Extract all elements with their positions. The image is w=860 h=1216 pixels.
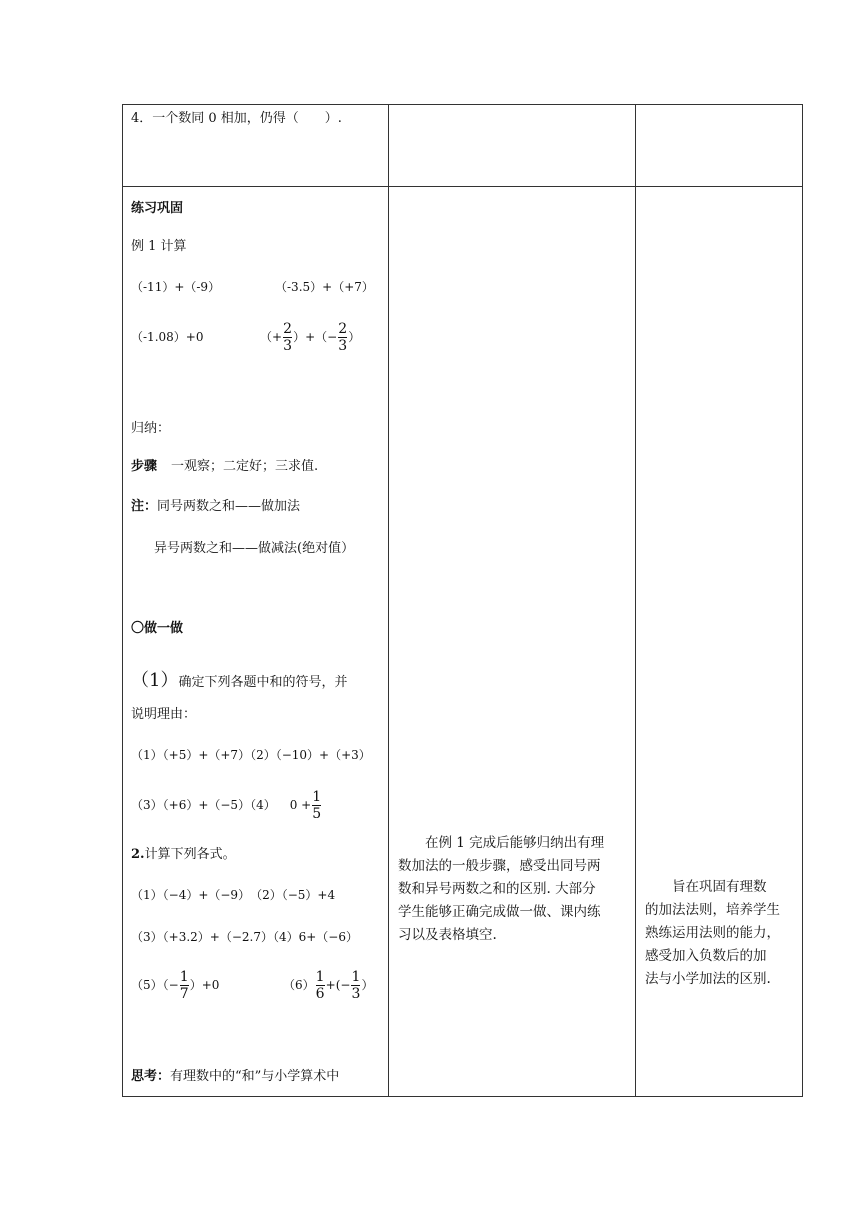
q1-line-2: 说明理由：	[131, 707, 197, 722]
example-d-close: ）	[348, 330, 361, 344]
q1-line-1: （1）确定下列各题中和的符号，并	[131, 670, 348, 691]
teacher-note	[398, 832, 604, 947]
section-title: 练习巩固	[131, 201, 184, 216]
column-divider	[635, 105, 636, 1096]
column-divider	[388, 105, 389, 1096]
fraction: $\frac{2}{3}$	[283, 321, 293, 354]
example-c: （-1.08）+0	[131, 330, 204, 344]
q1-number: （1）	[131, 670, 179, 691]
teacher-note-line: 习以及表格填空.	[398, 927, 497, 943]
fraction: $\frac{1}{7}$	[179, 969, 189, 1002]
note-label: 注：	[131, 499, 158, 514]
example-label: 例 1 计算	[131, 239, 187, 254]
fraction: $\frac{1}{3}$	[351, 969, 361, 1002]
design-intent	[645, 876, 780, 991]
summary-label: 归纳：	[131, 421, 171, 436]
example-b: （-3.5）+（+7）	[275, 280, 374, 294]
design-intent-line: 的加法法则，培养学生	[645, 902, 780, 918]
row-divider	[123, 186, 802, 187]
note-line-2: 异号两数之和——做减法(绝对值）	[154, 541, 355, 556]
q2-line-2: （3）（+3.2）+（−2.7）（4）6+（−6）	[131, 930, 358, 944]
steps-label: 步骤	[131, 459, 158, 474]
steps-text: 一观察；二定好；三求值.	[171, 459, 319, 474]
teacher-note-line: 学生能够正确完成做一做、课内练	[398, 904, 601, 920]
note-line-1: 注：同号两数之和——做加法	[131, 499, 301, 514]
q2-title: 2.计算下列各式。	[131, 847, 236, 862]
think-label: 思考：	[131, 1069, 171, 1084]
fraction: $\frac{1}{5}$	[312, 789, 322, 822]
design-intent-line: 法与小学加法的区别.	[645, 971, 771, 987]
example-d-open: （+	[260, 330, 283, 344]
teacher-note-line: 数和异号两数之和的区别. 大部分	[398, 881, 596, 897]
example-d	[260, 312, 360, 362]
design-intent-line: 熟练运用法则的能力，	[645, 925, 780, 941]
example-d-mid: ）+（−	[293, 330, 338, 344]
think-line: 思考：有理数中的“和”与小学算术中	[131, 1069, 340, 1084]
teacher-note-line: 数加法的一般步骤，感受出同号两	[398, 858, 601, 874]
design-intent-line: 感受加入负数后的加	[645, 948, 767, 964]
fraction: $\frac{1}{6}$	[315, 969, 325, 1002]
fraction: $\frac{2}{3}$	[338, 321, 348, 354]
example-a: （-11）+（-9）	[131, 280, 221, 294]
row1-text: 4．一个数同 0 相加，仍得（ ）.	[131, 111, 342, 126]
q2-item-5: （5）（− $\frac{1}{7}$ ）+0	[131, 969, 220, 1002]
steps-line	[131, 458, 318, 476]
q2-item-6: （6） $\frac{1}{6}$ +(− $\frac{1}{3}$ ）	[283, 969, 374, 1002]
q1-items-1: （1）（+5）+（+7）（2）（−10）+（+3）	[131, 748, 371, 762]
q1-items-2: （3）（+6）+（−5）（4） 0 + $\frac{1}{5}$	[131, 789, 322, 822]
q2-line-1: （1）（−4）+（−9） （2）（−5）+4	[131, 888, 336, 902]
design-intent-line: 旨在巩固有理数	[645, 879, 767, 895]
doit-title: 〇做一做	[131, 621, 184, 636]
teacher-note-line: 在例 1 完成后能够归纳出有理	[398, 835, 605, 851]
